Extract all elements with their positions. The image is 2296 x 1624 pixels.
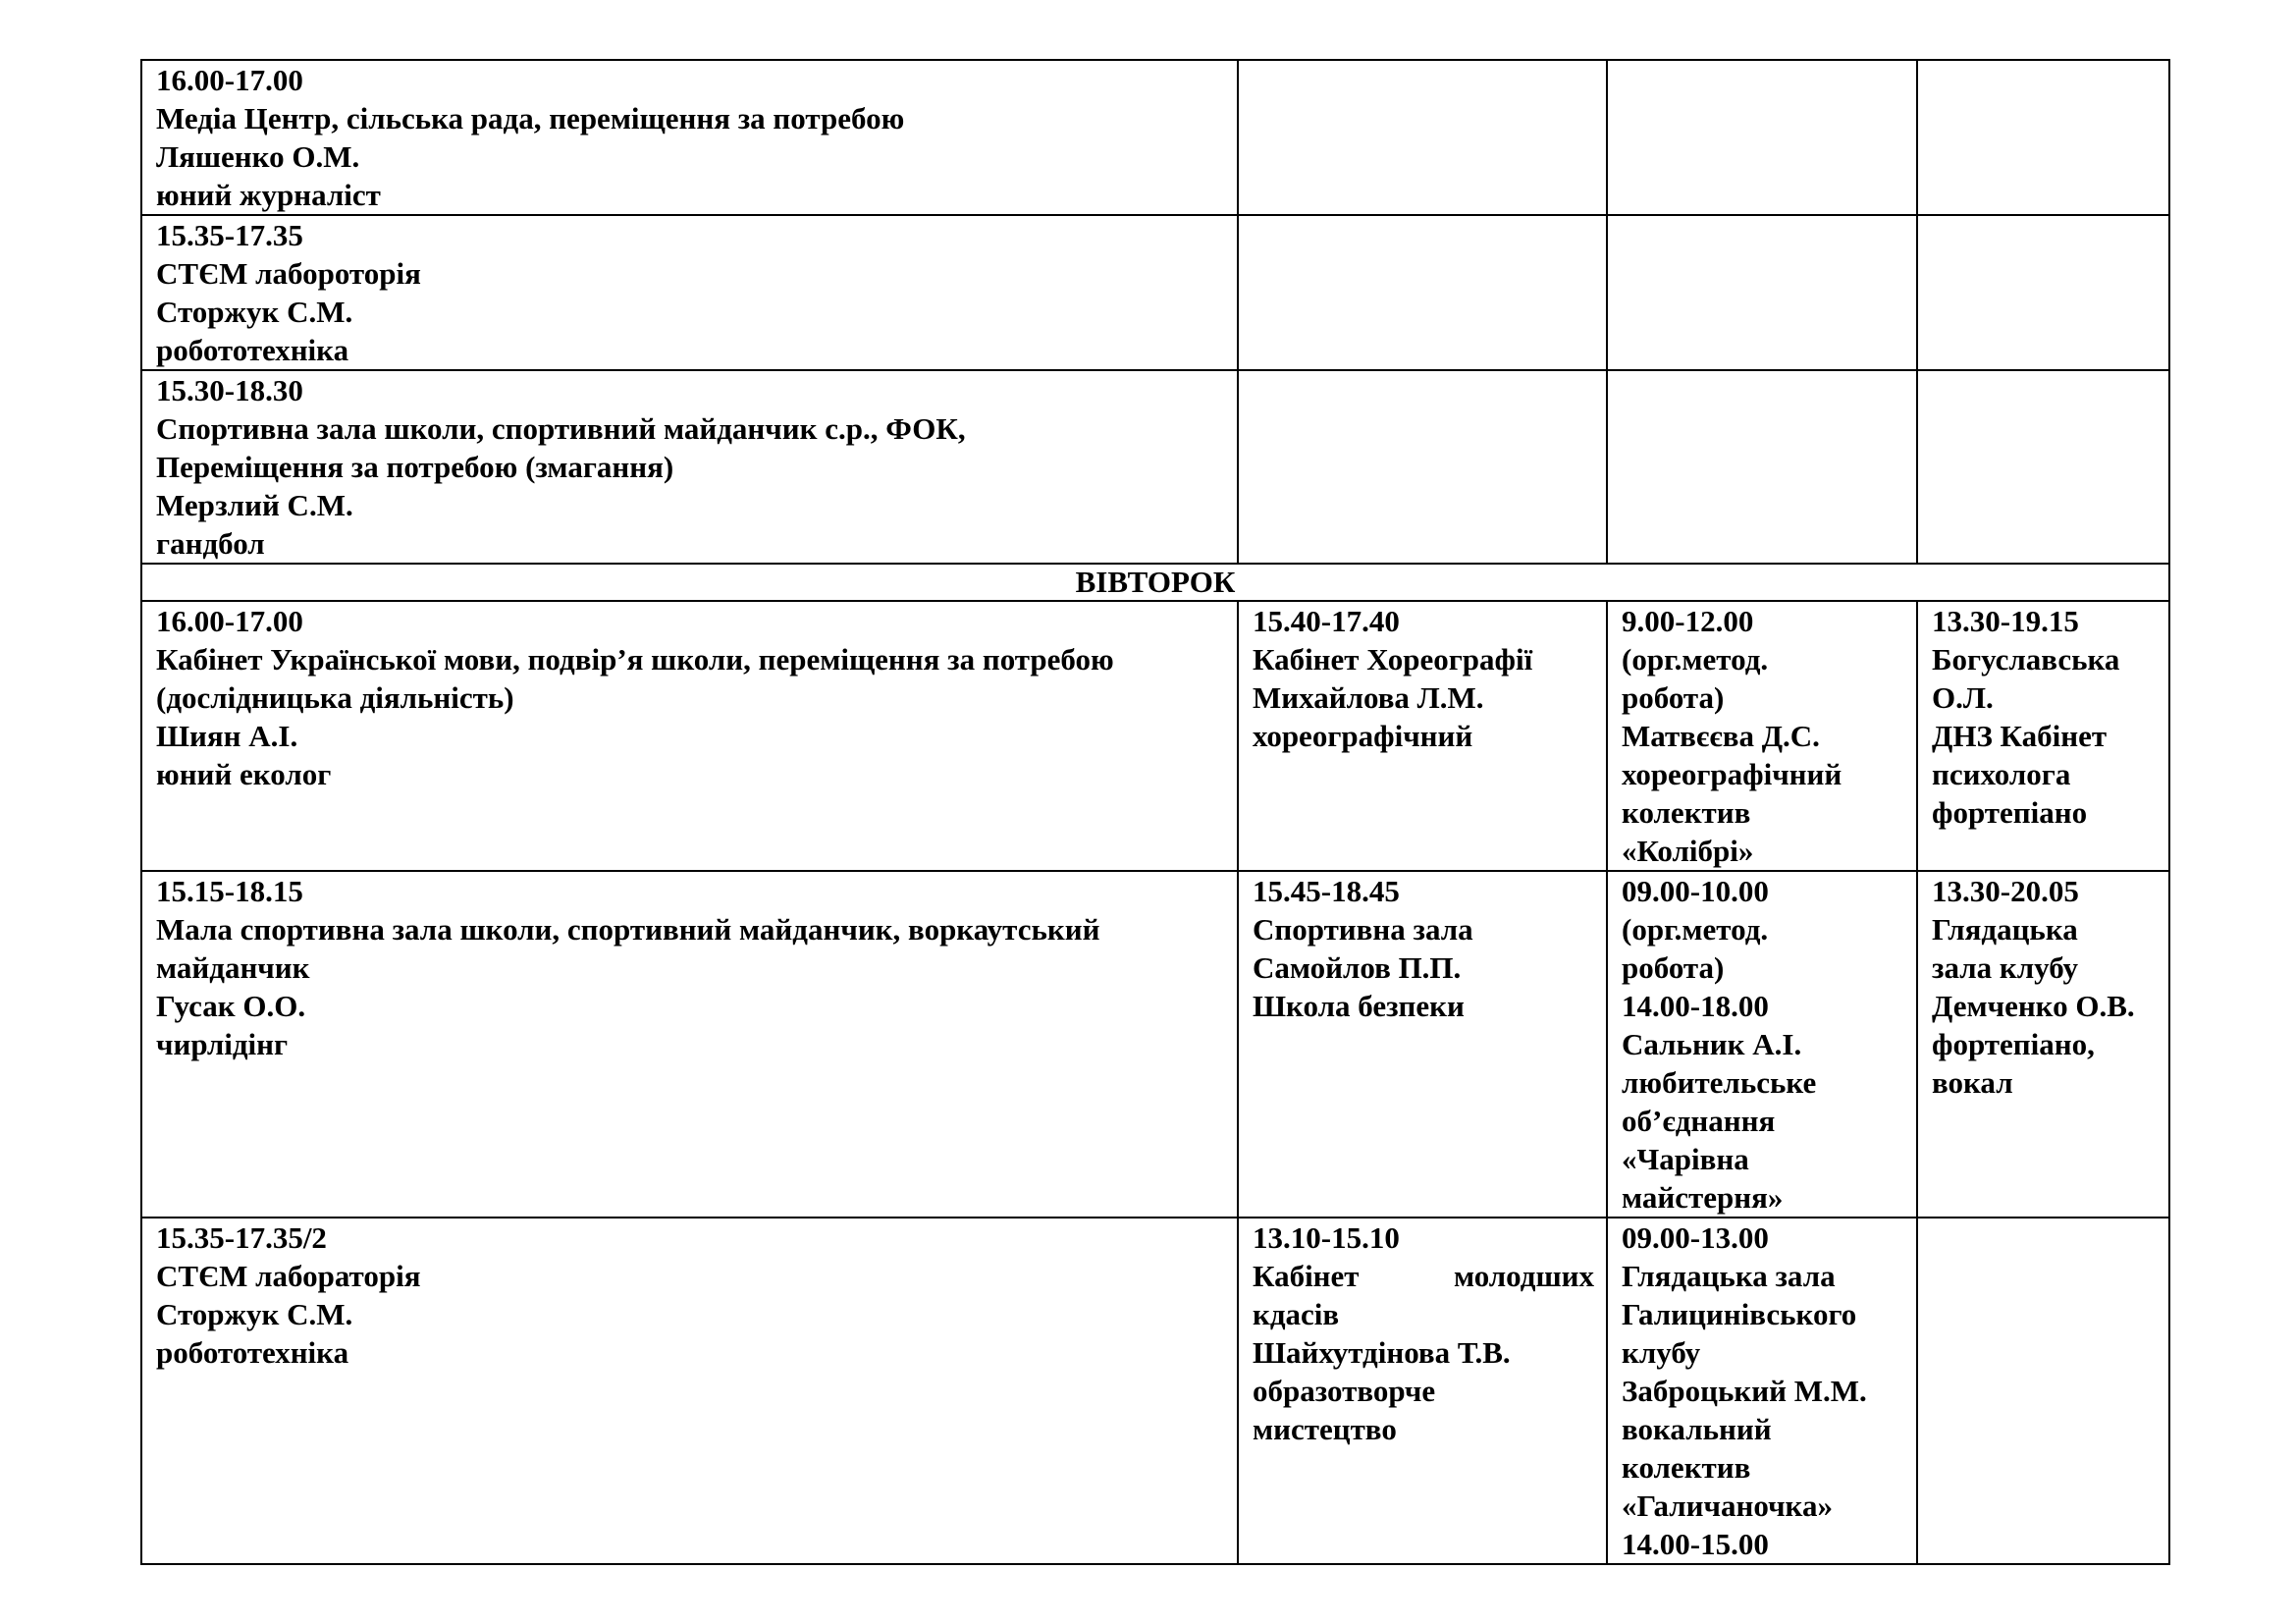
- cell-line: майданчик: [156, 950, 310, 985]
- cell-line: робототехніка: [156, 333, 349, 367]
- schedule-cell: [141, 1218, 1238, 1564]
- cell-line-justified: [1253, 1257, 1594, 1295]
- cell-line: Глядацька зала: [1622, 1259, 1836, 1293]
- schedule-cell: [1917, 1218, 2169, 1564]
- cell-line: Матвєєва Д.С.: [1622, 719, 1820, 753]
- schedule-cell: [1607, 871, 1917, 1218]
- schedule-cell: [1607, 60, 1917, 215]
- cell-line: хореографічний: [1622, 757, 1842, 791]
- schedule-cell: [141, 370, 1238, 564]
- cell-line: 15.30-18.30: [156, 373, 303, 407]
- schedule-cell: [1917, 370, 2169, 564]
- cell-line: майстерня»: [1622, 1180, 1784, 1215]
- cell-line: (орг.метод.: [1622, 642, 1769, 677]
- cell-line: СТЄМ лабороторія: [156, 256, 421, 291]
- cell-line: Сторжук С.М.: [156, 1297, 353, 1331]
- cell-line: 15.40-17.40: [1253, 604, 1400, 638]
- cell-line: Гусак О.О.: [156, 989, 306, 1023]
- cell-line: Галицинівського: [1622, 1297, 1857, 1331]
- cell-line: Глядацька: [1932, 912, 2078, 947]
- day-header-row: [141, 564, 2169, 601]
- cell-line: Демченко О.В.: [1932, 989, 2135, 1023]
- cell-line: вокальний: [1622, 1412, 1772, 1446]
- cell-line: робота): [1622, 950, 1725, 985]
- table-row: [141, 370, 2169, 564]
- table-row: [141, 60, 2169, 215]
- cell-line: образотворче: [1253, 1374, 1436, 1408]
- cell-line: Спортивна зала школи, спортивний майданчик с.р., ФОК,: [156, 411, 966, 446]
- schedule-sheet: [140, 59, 2170, 1565]
- cell-line: 13.30-19.15: [1932, 604, 2079, 638]
- table-row: [141, 215, 2169, 370]
- schedule-cell: [1917, 60, 2169, 215]
- cell-line: фортепіано: [1932, 795, 2088, 830]
- schedule-cell: [1238, 60, 1607, 215]
- cell-word: Кабінет: [1253, 1259, 1360, 1293]
- day-header: ВІВТОРОК: [141, 564, 2169, 601]
- table-row: [141, 1218, 2169, 1564]
- schedule-cell: [1238, 871, 1607, 1218]
- cell-line: Переміщення за потребою (змагання): [156, 450, 674, 484]
- schedule-cell: [1238, 370, 1607, 564]
- cell-line: колектив: [1622, 795, 1751, 830]
- cell-line: робота): [1622, 680, 1725, 715]
- cell-line: Заброцький М.М.: [1622, 1374, 1867, 1408]
- cell-line: робототехніка: [156, 1335, 349, 1370]
- cell-line: «Колібрі»: [1622, 834, 1754, 868]
- cell-line: Ляшенко О.М.: [156, 139, 360, 174]
- cell-line: 15.35-17.35/2: [156, 1220, 327, 1255]
- cell-line: 16.00-17.00: [156, 63, 303, 97]
- cell-line: Кабінет Хореографії: [1253, 642, 1533, 677]
- cell-word: молодших: [1453, 1259, 1594, 1293]
- cell-line: 13.10-15.10: [1253, 1220, 1400, 1255]
- schedule-cell: [1607, 601, 1917, 871]
- table-row: [141, 871, 2169, 1218]
- cell-line: об’єднання: [1622, 1104, 1776, 1138]
- cell-line: 09.00-10.00: [1622, 874, 1769, 908]
- cell-line: любительське: [1622, 1065, 1817, 1100]
- cell-line: Самойлов П.П.: [1253, 950, 1462, 985]
- cell-line: Шайхутдінова Т.В.: [1253, 1335, 1511, 1370]
- cell-line: 16.00-17.00: [156, 604, 303, 638]
- cell-line: юний еколог: [156, 757, 332, 791]
- cell-line: Богуславська: [1932, 642, 2120, 677]
- cell-line: чирлідінг: [156, 1027, 289, 1061]
- cell-line: Михайлова Л.М.: [1253, 680, 1484, 715]
- cell-line: «Чарівна: [1622, 1142, 1749, 1176]
- schedule-cell: [1917, 601, 2169, 871]
- cell-line: (орг.метод.: [1622, 912, 1769, 947]
- cell-line: хореографічний: [1253, 719, 1473, 753]
- cell-line: 15.45-18.45: [1253, 874, 1400, 908]
- schedule-cell: [1238, 215, 1607, 370]
- schedule-table: [140, 59, 2170, 1565]
- cell-line: О.Л.: [1932, 680, 1994, 715]
- cell-line: СТЄМ лабораторія: [156, 1259, 421, 1293]
- schedule-cell: [141, 215, 1238, 370]
- schedule-cell: [1238, 601, 1607, 871]
- cell-line: (дослідницька діяльність): [156, 680, 514, 715]
- cell-line: Сальник А.І.: [1622, 1027, 1802, 1061]
- cell-line: Школа безпеки: [1253, 989, 1465, 1023]
- cell-line: 14.00-15.00: [1622, 1527, 1769, 1561]
- schedule-cell: [1238, 1218, 1607, 1564]
- cell-line: колектив: [1622, 1450, 1751, 1485]
- schedule-cell: [1607, 1218, 1917, 1564]
- cell-line: 9.00-12.00: [1622, 604, 1754, 638]
- cell-line: Сторжук С.М.: [156, 295, 353, 329]
- cell-line: зала клубу: [1932, 950, 2079, 985]
- cell-line: Медіа Центр, сільська рада, переміщення за потребою: [156, 101, 905, 135]
- cell-line: «Галичаночка»: [1622, 1489, 1833, 1523]
- cell-line: 13.30-20.05: [1932, 874, 2079, 908]
- cell-line: клубу: [1622, 1335, 1701, 1370]
- cell-line: Кабінет Української мови, подвір’я школи, переміщення за потребою: [156, 642, 1114, 677]
- cell-line: 09.00-13.00: [1622, 1220, 1769, 1255]
- cell-line: юний журналіст: [156, 178, 381, 212]
- cell-line: ДНЗ Кабінет: [1932, 719, 2108, 753]
- cell-line: фортепіано,: [1932, 1027, 2095, 1061]
- cell-line: Мала спортивна зала школи, спортивний майданчик, воркаутський: [156, 912, 1100, 947]
- schedule-cell: [141, 871, 1238, 1218]
- cell-line: Спортивна зала: [1253, 912, 1473, 947]
- schedule-cell: [1607, 370, 1917, 564]
- cell-line: Мерзлий С.М.: [156, 488, 353, 522]
- cell-line: 15.35-17.35: [156, 218, 303, 252]
- schedule-cell: [1917, 215, 2169, 370]
- cell-line: мистецтво: [1253, 1412, 1397, 1446]
- cell-line: психолога: [1932, 757, 2071, 791]
- schedule-cell: [141, 601, 1238, 871]
- cell-line: гандбол: [156, 526, 265, 561]
- schedule-cell: [1917, 871, 2169, 1218]
- schedule-cell: [141, 60, 1238, 215]
- cell-line: кдасів: [1253, 1297, 1340, 1331]
- cell-line: 15.15-18.15: [156, 874, 303, 908]
- table-row: [141, 601, 2169, 871]
- cell-line: Шиян А.І.: [156, 719, 298, 753]
- cell-line: 14.00-18.00: [1622, 989, 1769, 1023]
- schedule-cell: [1607, 215, 1917, 370]
- cell-line: вокал: [1932, 1065, 2013, 1100]
